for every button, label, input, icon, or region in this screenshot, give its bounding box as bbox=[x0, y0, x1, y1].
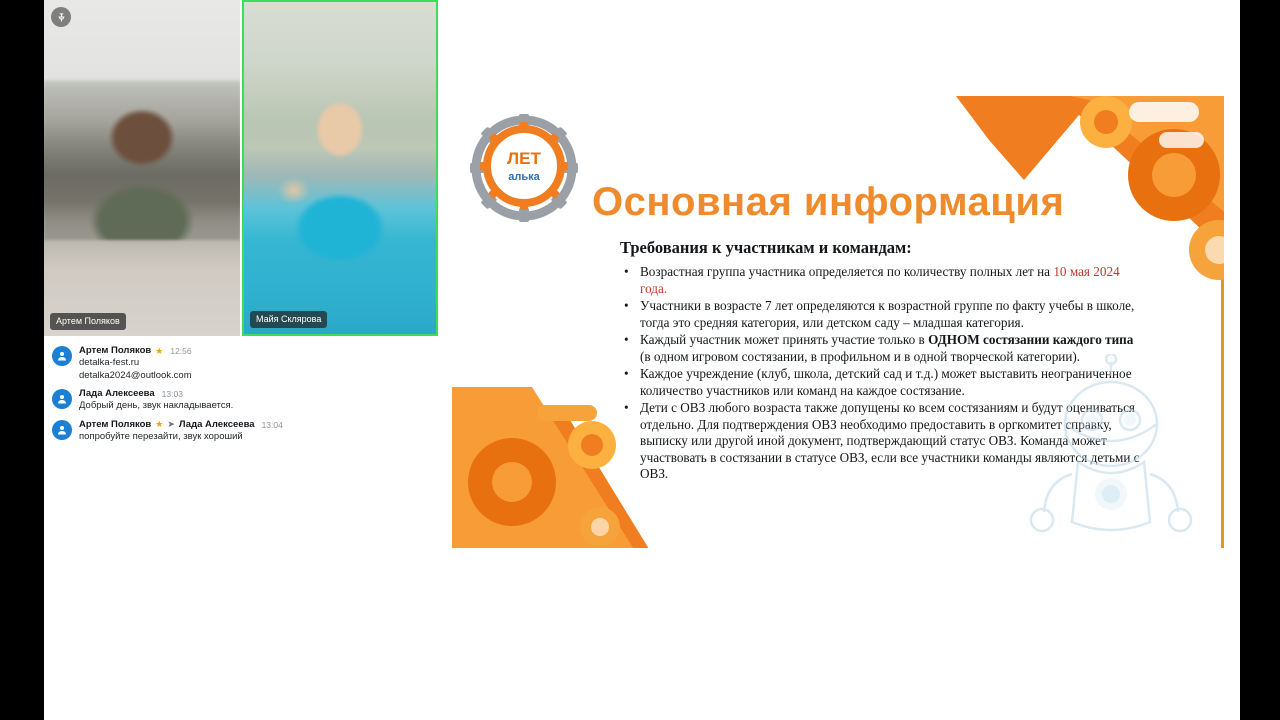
bullet-text: (в одном игровом состязании, в профильном и в одной творческой категории). bbox=[640, 348, 1081, 364]
participant-name-badge: Артем Поляков bbox=[50, 313, 126, 330]
video-feed bbox=[44, 0, 240, 336]
chat-message-body bbox=[79, 388, 430, 413]
chat-author: Артем Поляков bbox=[79, 345, 152, 356]
chat-panel[interactable] bbox=[44, 336, 440, 720]
reply-arrow-icon: ➤ bbox=[167, 419, 175, 429]
slide-bullet-item bbox=[620, 264, 1140, 297]
star-icon: ★ bbox=[155, 345, 164, 356]
chat-author: Артем Поляков bbox=[79, 418, 152, 430]
pin-icon[interactable] bbox=[51, 7, 71, 27]
star-icon: ★ bbox=[155, 419, 164, 429]
chat-reply-target: Лада Алексеева bbox=[178, 418, 255, 430]
chat-timestamp: 13:03 bbox=[161, 389, 183, 399]
chat-message-header bbox=[79, 419, 430, 431]
slide-title: Основная информация bbox=[592, 180, 1065, 224]
robot-watermark-icon bbox=[1006, 354, 1216, 544]
bullet-text-bold: ОДНОМ состязании каждого типа bbox=[928, 332, 1134, 347]
chat-text: попробуйте перезайти, звук хороший bbox=[79, 430, 243, 442]
shared-screen-area[interactable] bbox=[440, 0, 1240, 720]
bullet-text: Возрастная группа участника определяется по количеству полных лет на bbox=[640, 264, 1054, 279]
video-tile-participant-1[interactable] bbox=[44, 0, 240, 336]
slide-bullet-item bbox=[620, 298, 1140, 331]
chat-message-body bbox=[79, 419, 430, 444]
slide-subtitle: Требования к участникам и командам: bbox=[620, 238, 912, 257]
participant-name-badge: Майя Склярова bbox=[250, 311, 327, 328]
chat-text[interactable]: detalka2024@outlook.com bbox=[79, 369, 192, 381]
bullet-text: Каждое учреждение (клуб, школа, детский сад и т.д.) может выставить неограниченное количество участников или команд на каждое состязание. bbox=[640, 366, 1132, 398]
video-feed bbox=[244, 2, 436, 334]
chat-message-header bbox=[79, 345, 430, 357]
letterbox-right bbox=[1240, 0, 1280, 720]
bullet-text: Каждый участник может принять участие только в bbox=[640, 332, 929, 347]
chat-text[interactable]: detalka-fest.ru bbox=[79, 357, 140, 368]
presentation-slide bbox=[452, 96, 1224, 548]
bullet-text: Участники в возрасте 7 лет определяются к возрастной группе по факту учебы в школе, тогда это средняя категория, или детском саду – младшая категория. bbox=[640, 298, 1135, 330]
user-avatar-icon bbox=[52, 420, 72, 440]
bullet-text-highlight: 10 мая 2024 года. bbox=[640, 264, 1120, 296]
chat-text: Добрый день, звук накладывается. bbox=[79, 400, 234, 411]
gear-logo-icon bbox=[470, 114, 578, 222]
video-tiles bbox=[44, 0, 440, 336]
video-tile-participant-2[interactable] bbox=[242, 0, 438, 336]
chat-message-header bbox=[79, 388, 430, 400]
chat-timestamp: 13:04 bbox=[261, 419, 283, 430]
svg-text:алька: алька bbox=[508, 171, 540, 183]
participants-and-chat-panel bbox=[44, 0, 440, 720]
chat-message-body bbox=[79, 345, 430, 382]
chat-message bbox=[44, 416, 440, 447]
letterbox-left bbox=[0, 0, 44, 720]
chat-message bbox=[44, 342, 440, 385]
chat-author: Лада Алексеева bbox=[79, 388, 155, 399]
user-avatar-icon bbox=[52, 346, 72, 366]
bullet-text: Дети с ОВЗ любого возраста также допущены ко всем состязаниям и будут оцениваться отдельно. Для подтверждения ОВЗ необходимо предоставить в оргкомитет справку, выписку или другой иной документ, подтверждающий статус ОВЗ. Команда может участвовать в состязании в статусе ОВЗ, если все участники команды являются детьми с ОВЗ. bbox=[640, 400, 1140, 481]
chat-timestamp: 12:56 bbox=[170, 346, 192, 356]
svg-text:ЛЕТ: ЛЕТ bbox=[507, 149, 541, 168]
user-avatar-icon bbox=[52, 389, 72, 409]
chat-message bbox=[44, 385, 440, 416]
